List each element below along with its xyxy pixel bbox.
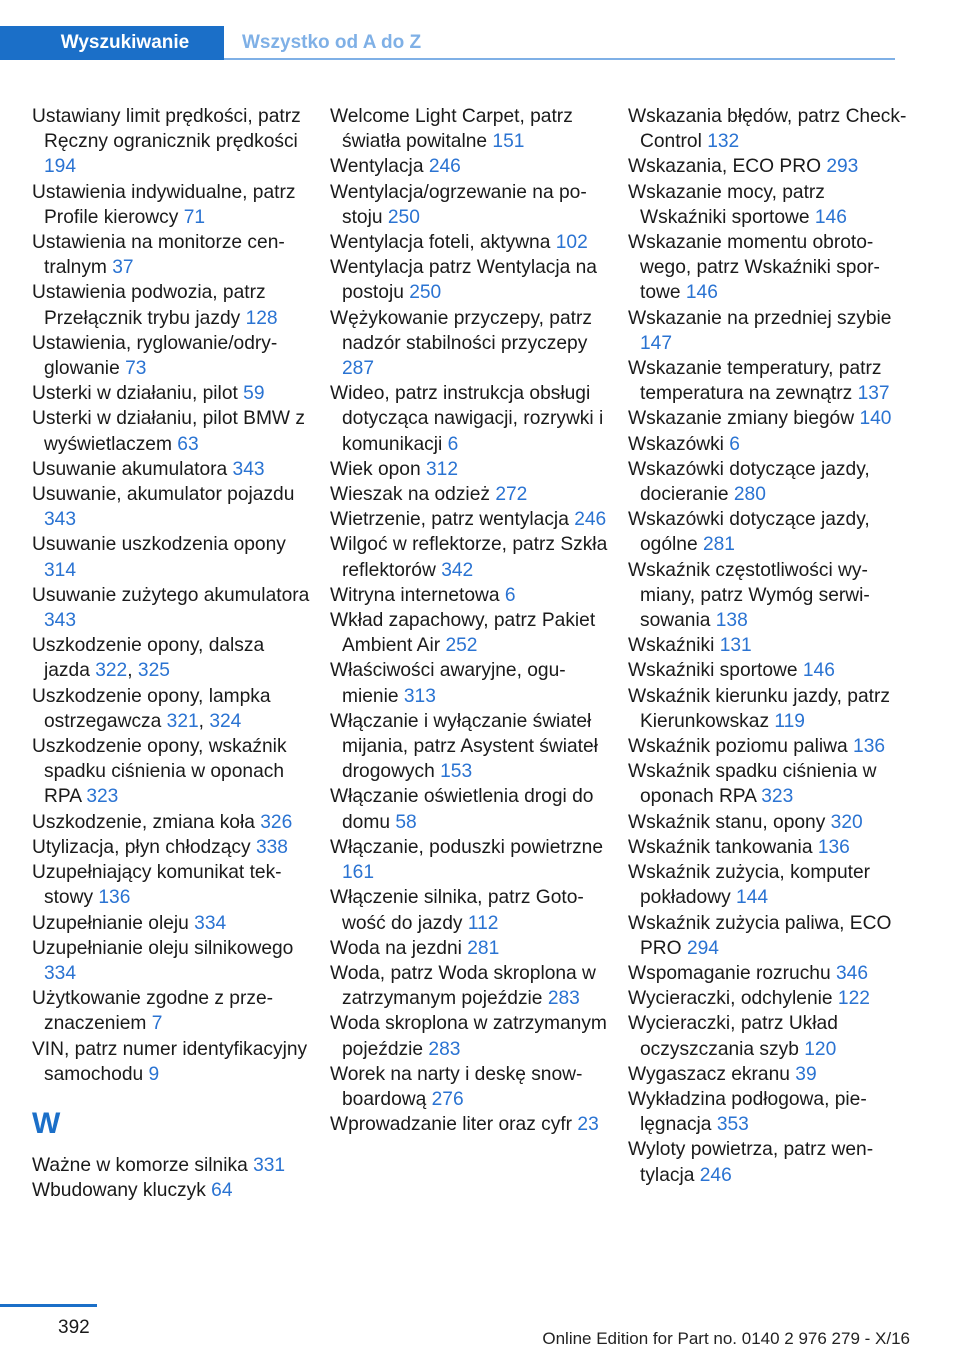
index-entry	[628, 1087, 910, 1137]
page-link[interactable]: 276	[431, 1088, 464, 1110]
page-number: 392	[58, 1317, 90, 1338]
page-link[interactable]: 321	[166, 710, 199, 732]
page-link[interactable]: 71	[183, 206, 206, 228]
index-entry-text: Wilgoć w reflektorze, patrz Szkła reflektorów	[330, 534, 608, 581]
page-link[interactable]: 153	[440, 761, 473, 783]
page-link[interactable]: 112	[467, 912, 499, 934]
index-entry-text: Ustawiany limit prędkości, patrz Ręczny ogranicznik prędkości	[32, 106, 301, 153]
page-link[interactable]: 147	[640, 332, 673, 354]
index-entry-text: Uzupełnianie oleju silnikowego	[32, 937, 294, 959]
index-entry	[32, 1153, 314, 1178]
index-entry-text: Usterki w działaniu, pilot	[32, 383, 238, 405]
index-entry-text: Wskaźniki	[628, 635, 715, 657]
page-link[interactable]: 283	[547, 988, 580, 1010]
page-link[interactable]: 323	[86, 786, 119, 808]
index-entry	[32, 331, 314, 381]
index-entry-text: Wskazanie momentu obrotowego, patrz Wskaźniki sportowe	[628, 232, 880, 304]
index-entry	[32, 583, 314, 633]
page-link[interactable]: 331	[253, 1154, 286, 1176]
index-entry	[330, 154, 612, 179]
index-entry-text: Wentylacja/ogrzewanie na postoju	[330, 181, 587, 228]
index-entry-text: Wentylacja patrz Wentylacja na postoju	[330, 257, 597, 304]
index-entry-text: Welcome Light Carpet, patrz światła powitalne	[330, 106, 573, 153]
index-entry	[628, 1011, 910, 1061]
page-link[interactable]: 23	[577, 1114, 599, 1136]
index-entry	[32, 104, 314, 180]
index-entry	[32, 180, 314, 230]
index-entry-text: Wskazania błędów, patrz Check-Control	[628, 106, 907, 153]
tab-search[interactable]: Wyszukiwanie	[0, 26, 224, 60]
page-link[interactable]: 272	[495, 484, 528, 506]
index-entry	[330, 835, 612, 885]
index-entry-text: Wskaźnik zużycia paliwa, ECO PRO	[628, 912, 892, 959]
page-link[interactable]: 63	[177, 433, 199, 455]
index-entry-text: Wskazówki	[628, 433, 724, 455]
index-column-3	[628, 104, 910, 1188]
index-entry-text: Wentylacja foteli, aktywna	[330, 232, 551, 254]
index-entry-text: Wprowadzanie liter oraz cyfr	[330, 1114, 573, 1136]
index-entry	[32, 406, 314, 456]
index-entry	[32, 911, 314, 936]
index-entry	[628, 911, 910, 961]
index-entry	[32, 457, 314, 482]
page-link[interactable]: 342	[441, 559, 474, 581]
page-link[interactable]: 136	[817, 836, 850, 858]
page-link[interactable]: 6	[504, 584, 516, 606]
index-entry-text: Wskazówki dotyczące jazdy, ogólne	[628, 509, 870, 556]
page-link[interactable]: 283	[428, 1038, 461, 1060]
index-entry-text: Wietrzenie, patrz wentylacja	[330, 509, 569, 531]
index-entry-text: Wyloty powietrza, patrz wentylacja	[628, 1139, 874, 1186]
index-entry-text: Wskaźnik spadku ciśnienia w oponach RPA	[628, 761, 877, 808]
page-link[interactable]: 161	[342, 862, 375, 884]
index-entry	[32, 936, 314, 986]
index-entry-text: Wkład zapachowy, patrz Pakiet Ambient Air	[330, 610, 596, 657]
page-link[interactable]: 136	[98, 887, 131, 909]
index-entry	[628, 810, 910, 835]
index-entry	[32, 734, 314, 810]
index-entry-text: Worek na narty i deskę snowboardową	[330, 1063, 583, 1110]
index-entry-text: Wskaźnik częstotliwości wymiany, patrz Wymóg serwisowania	[628, 559, 870, 632]
page-link[interactable]: 252	[445, 635, 478, 657]
index-entry-text: Wygaszacz ekranu	[628, 1063, 790, 1085]
index-entry	[330, 936, 612, 961]
page-link[interactable]: 246	[574, 509, 607, 531]
index-entry-text: Wskaźniki sportowe	[628, 660, 798, 682]
index-entry-text: Uszkodzenie opony, dalsza jazda	[32, 635, 265, 682]
page-link[interactable]: 128	[245, 307, 278, 329]
index-entry-text: Ustawienia podwozia, patrz Przełącznik trybu jazdy	[32, 282, 266, 329]
index-entry	[330, 532, 612, 582]
page-link[interactable]: 323	[761, 786, 794, 808]
index-entry-text: Uszkodzenie opony, lampka ostrzegawcza	[32, 685, 271, 732]
index-entry	[628, 684, 910, 734]
index-entry	[628, 1137, 910, 1187]
index-entry	[628, 835, 910, 860]
index-entry-text: Uszkodzenie, zmiana koła	[32, 811, 255, 833]
index-entry	[330, 961, 612, 1011]
index-entry-text: Wskazanie na przedniej szybie	[628, 307, 892, 329]
index-entry-text: Ważne w komorze silnika	[32, 1154, 248, 1176]
index-entry-text: Wskazówki dotyczące jazdy, docieranie	[628, 458, 870, 506]
page-link[interactable]: 312	[426, 458, 459, 480]
page-link[interactable]: 136	[853, 736, 886, 758]
page-link[interactable]: 250	[409, 282, 442, 304]
index-entry	[32, 810, 314, 835]
page-link[interactable]: 326	[260, 811, 293, 833]
page-link[interactable]: 322	[95, 660, 128, 682]
index-entry-text: Włączanie, poduszki powietrzne	[330, 836, 604, 858]
index-entry-text: Wężykowanie przyczepy, patrz nadzór stabilności przyczepy	[330, 307, 592, 354]
index-entry-text: Uszkodzenie opony, wskaźnik spadku ciśnienia w oponach RPA	[32, 736, 287, 808]
page-link[interactable]: 151	[492, 131, 525, 153]
page-link[interactable]: 293	[826, 156, 859, 178]
index-entry	[330, 104, 612, 154]
edition-text: Online Edition for Part no. 0140 2 976 279 - X/16	[542, 1329, 910, 1348]
page-link[interactable]: 280	[733, 484, 766, 506]
index-entry-text: Utylizacja, płyn chłodzący	[32, 836, 251, 858]
index-entry-text: Usuwanie akumulatora	[32, 458, 228, 480]
index-entry	[32, 986, 314, 1036]
index-letter-heading: W	[32, 1106, 61, 1140]
index-entry-text: Usuwanie uszkodzenia opony	[32, 534, 286, 556]
index-entry-text: Wiek opon	[330, 458, 421, 480]
index-entry	[330, 709, 612, 785]
index-entry	[32, 835, 314, 860]
index-entry	[330, 608, 612, 658]
index-entry	[628, 1062, 910, 1087]
index-entry	[628, 457, 910, 507]
page-link[interactable]: 320	[830, 811, 863, 833]
index-entry-text: Usterki w działaniu, pilot BMW z wyświetlaczem	[32, 408, 305, 455]
index-entry	[330, 457, 612, 482]
page-link[interactable]: 146	[685, 282, 718, 304]
index-entry-text: Ustawienia indywidualne, patrz Profile kierowcy	[32, 181, 296, 228]
index-entry	[628, 406, 910, 431]
index-entry	[330, 230, 612, 255]
page-link[interactable]: 37	[112, 257, 134, 279]
index-entry	[330, 583, 612, 608]
index-entry-text: Wskazanie mocy, patrz Wskaźniki sportowe	[628, 181, 825, 228]
index-entry-text: Wspomaganie rozruchu	[628, 962, 831, 984]
index-entry	[32, 1037, 314, 1087]
index-entry	[330, 482, 612, 507]
page-link[interactable]: 140	[859, 408, 892, 430]
index-entry-text: Usuwanie zużytego akumulatora	[32, 584, 310, 606]
index-entry	[628, 658, 910, 683]
index-entry	[628, 507, 910, 557]
tab-divider	[224, 58, 895, 60]
index-entry	[628, 306, 910, 356]
page-link[interactable]: 313	[403, 685, 436, 707]
index-entry-text: Włączanie oświetlenia drogi do domu	[330, 786, 594, 833]
page-link[interactable]: 39	[795, 1063, 817, 1085]
footer-accent-line	[0, 1304, 97, 1307]
page-link[interactable]: 120	[804, 1038, 837, 1060]
index-entry: Uszkodzenie opony, dalsza jazda 322, 325	[32, 635, 265, 682]
page-link[interactable]: 325	[137, 660, 170, 682]
index-entry-text: Uzupełnianie oleju	[32, 912, 189, 934]
index-entry	[628, 633, 910, 658]
page-link[interactable]: 64	[211, 1180, 233, 1202]
index-entry: Uszkodzenie opony, lampka ostrzegawcza 321, 324	[32, 685, 271, 732]
header-tabs	[0, 26, 895, 62]
page-link[interactable]: 338	[255, 836, 288, 858]
index-entry-text: Właściwości awaryjne, ogumienie	[330, 660, 566, 707]
index-entry	[32, 280, 314, 330]
page-link[interactable]: 334	[194, 912, 227, 934]
page-link[interactable]: 246	[699, 1164, 732, 1186]
page-link[interactable]: 138	[715, 610, 748, 632]
index-entry-text: Wykładzina podłogowa, pielęgnacja	[628, 1088, 867, 1136]
index-entry-text: Woda skroplona w zatrzymanym pojeździe	[330, 1013, 607, 1060]
index-entry	[32, 482, 314, 532]
index-entry	[330, 1011, 612, 1061]
index-entry-text: Wskaźnik stanu, opony	[628, 811, 826, 833]
index-entry-text: Wskaźnik tankowania	[628, 836, 813, 858]
index-entry	[330, 1062, 612, 1112]
index-entry-text: Uzupełniający komunikat tekstowy	[32, 862, 282, 909]
index-entry	[628, 961, 910, 986]
index-entry-text: Wbudowany kluczyk	[32, 1180, 206, 1202]
page-link[interactable]: 250	[387, 206, 420, 228]
index-column-2	[330, 104, 612, 1137]
index-entry-text: Wskaźnik kierunku jazdy, patrz Kierunkowskaz	[628, 685, 890, 732]
index-entry-text: Wycieraczki, odchylenie	[628, 988, 833, 1010]
page-link[interactable]: 314	[44, 559, 77, 581]
index-entry	[32, 860, 314, 910]
index-entry-text: Wycieraczki, patrz Układ oczyszczania szyb	[628, 1013, 838, 1060]
page-link[interactable]: 353	[716, 1114, 749, 1136]
page-link[interactable]: 281	[702, 534, 735, 556]
index-entry	[330, 1112, 612, 1137]
index-entry	[330, 180, 612, 230]
index-entry-text: Wskaźnik poziomu paliwa	[628, 736, 848, 758]
index-entry-text: Wskazanie zmiany biegów	[628, 408, 855, 430]
page-link[interactable]: 287	[342, 358, 375, 380]
page-link[interactable]: 146	[814, 206, 847, 228]
index-entry	[628, 759, 910, 809]
page-link[interactable]: 6	[447, 433, 459, 455]
page-link[interactable]: 9	[148, 1063, 160, 1085]
page-link[interactable]: 59	[243, 383, 265, 405]
page-link[interactable]: 194	[44, 156, 77, 178]
index-entry	[628, 356, 910, 406]
index-entry	[628, 734, 910, 759]
index-entry	[628, 180, 910, 230]
page-link[interactable]: 119	[774, 710, 805, 732]
index-entry-text: Wskaźnik zużycia, komputer pokładowy	[628, 862, 871, 909]
page-link[interactable]: 146	[802, 660, 835, 682]
page-link[interactable]: 281	[467, 937, 500, 959]
index-entry-text: Wideo, patrz instrukcja obsługi dotycząca nawigacji, rozrywki i komunikacji	[330, 383, 604, 455]
index-entry	[628, 104, 910, 154]
page-link[interactable]: 131	[719, 635, 752, 657]
page-link[interactable]: 6	[729, 433, 740, 455]
index-entry-text: Woda, patrz Woda skroplona w zatrzymanym pojeździe	[330, 962, 596, 1010]
index-entry	[32, 1178, 314, 1203]
index-entry-text: Użytkowanie zgodne z przeznaczeniem	[32, 988, 274, 1035]
page-link[interactable]: 7	[151, 1013, 163, 1035]
page-link[interactable]: 343	[232, 458, 265, 480]
page-link[interactable]: 122	[837, 988, 870, 1010]
index-entry	[330, 784, 612, 834]
index-entry	[628, 860, 910, 910]
index-entry-text: Włączenie silnika, patrz Gotowość do jazdy	[330, 887, 584, 934]
index-entry	[628, 986, 910, 1011]
page-link[interactable]: 343	[44, 509, 77, 531]
page-link[interactable]: 73	[125, 358, 147, 380]
index-entry	[330, 306, 612, 382]
page-link[interactable]: 324	[209, 710, 242, 732]
page-link[interactable]: 334	[44, 962, 77, 984]
index-entry-text: Wskazania, ECO PRO	[628, 156, 821, 178]
page-link[interactable]: 346	[835, 962, 868, 984]
index-entry-text: Wentylacja	[330, 156, 424, 178]
page-link[interactable]: 137	[857, 383, 890, 405]
index-entry-text: Wskazanie temperatury, patrz temperatura na zewnątrz	[628, 358, 882, 405]
index-column-1	[32, 104, 314, 1203]
index-entry	[330, 507, 612, 532]
index-entry	[628, 558, 910, 634]
index-entry	[330, 658, 612, 708]
index-entry	[32, 532, 314, 582]
index-entry-text: VIN, patrz numer identyfikacyjny samochodu	[32, 1038, 308, 1085]
page-link[interactable]: 343	[44, 610, 77, 632]
index-entry	[628, 432, 910, 457]
index-entry	[32, 230, 314, 280]
index-entry	[330, 885, 612, 935]
index-entry-text: Witryna internetowa	[330, 584, 500, 606]
tab-a-to-z[interactable]: Wszystko od A do Z	[242, 32, 422, 53]
page-link[interactable]: 144	[736, 887, 769, 909]
page-link[interactable]: 58	[395, 811, 417, 833]
index-entry	[32, 381, 314, 406]
index-entry-text: Usuwanie, akumulator pojazdu	[32, 484, 295, 506]
index-entry	[628, 154, 910, 179]
index-entry-text: Ustawienia, ryglowanie/odryglowanie	[32, 332, 278, 380]
index-entry-text: Ustawienia na monitorze centralnym	[32, 232, 285, 279]
index-entry	[330, 255, 612, 305]
index-entry-text: Włączanie i wyłączanie świateł mijania, patrz Asystent świateł drogowych	[330, 710, 598, 783]
index-entry-text: Wieszak na odzież	[330, 484, 490, 506]
page-link[interactable]: 294	[686, 937, 719, 959]
index-entry	[330, 381, 612, 457]
index-entry-text: Woda na jezdni	[330, 937, 462, 959]
index-entry	[628, 230, 910, 306]
page-link[interactable]: 132	[707, 131, 740, 153]
page-link[interactable]: 102	[555, 232, 588, 254]
page-link[interactable]: 246	[428, 156, 461, 178]
